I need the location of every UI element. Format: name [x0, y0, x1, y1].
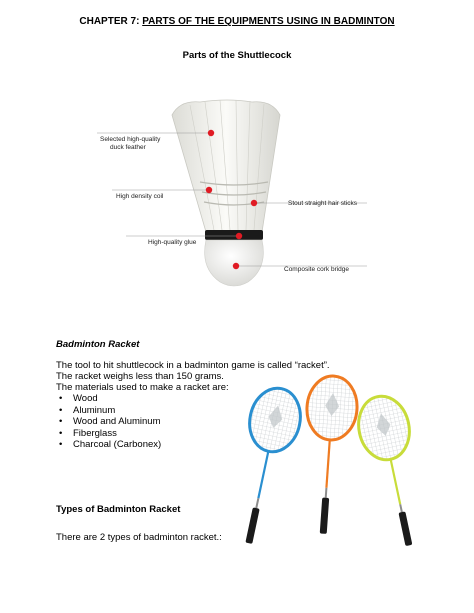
list-item: • Aluminum: [56, 405, 161, 417]
cork-base: [205, 240, 264, 286]
racket-heading: Badminton Racket: [56, 339, 140, 350]
chapter-title-text: PARTS OF THE EQUIPMENTS USING IN BADMINTON: [142, 16, 395, 27]
types-text: There are 2 types of badminton racket.:: [56, 532, 222, 543]
list-item: • Charcoal (Carbonex): [56, 439, 161, 451]
racket-line-1: The tool to hit shuttlecock in a badminton game is called “racket”.: [56, 360, 330, 371]
feather-skirt: [172, 100, 280, 232]
racket-line-3: The materials used to make a racket are:: [56, 382, 229, 393]
racket-blue: [224, 384, 306, 549]
materials-list: [56, 393, 161, 451]
list-item: • Fiberglass: [56, 428, 161, 440]
racket-orange: [298, 374, 359, 535]
types-heading: Types of Badminton Racket: [56, 504, 181, 515]
shuttlecock-illustration: [0, 0, 474, 300]
chapter-prefix: CHAPTER 7:: [79, 16, 143, 27]
callout-feather: Selected high-quality duck feather: [100, 136, 161, 151]
shuttlecock-subtitle: Parts of the Shuttlecock: [182, 50, 292, 61]
racket-yellow: [353, 392, 434, 551]
racket-line-2: The racket weighs less than 150 grams.: [56, 371, 224, 382]
callout-cork: Composite cork bridge: [284, 266, 350, 273]
glue-band: [205, 230, 263, 240]
callout-hair: Stout straight hair sticks: [288, 200, 357, 207]
list-item: • Wood and Aluminum: [56, 416, 161, 428]
callout-coil: High density coil: [116, 193, 164, 200]
list-item: • Wood: [56, 393, 161, 405]
callout-glue: High-quality glue: [148, 239, 197, 246]
